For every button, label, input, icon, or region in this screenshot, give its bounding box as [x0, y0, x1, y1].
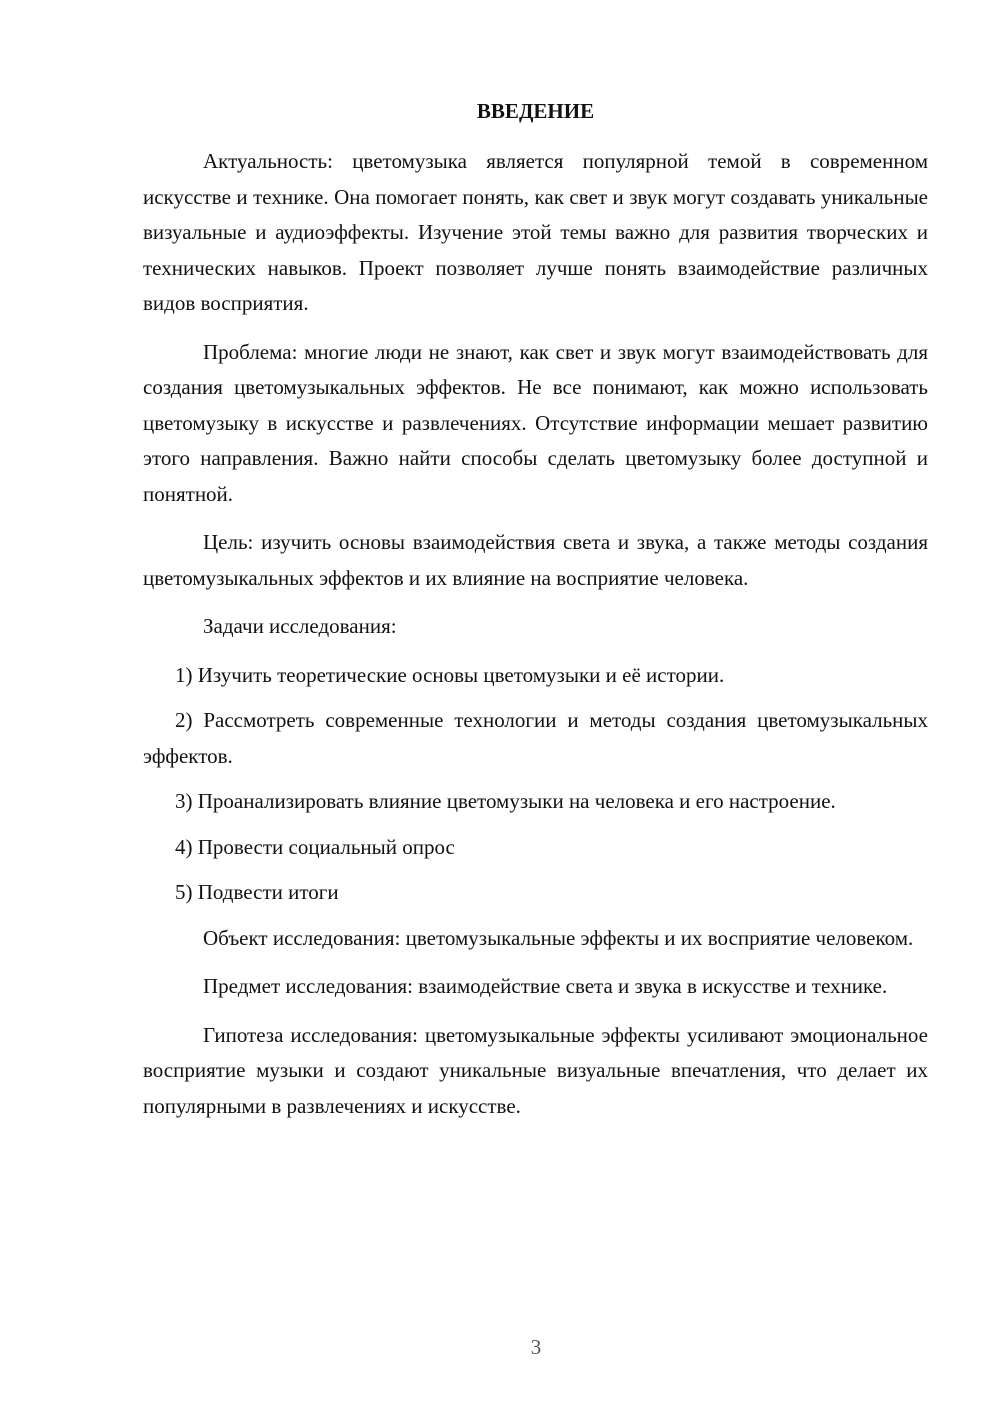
- page-number: 3: [530, 1335, 542, 1359]
- task-item-1: 1) Изучить теоретические основы цветомузыки и её истории.: [175, 662, 725, 687]
- goal-paragraph: Цель: изучить основы взаимодействия света и звука, а также методы создания цветомузыкальных эффектов и их влияние на восприятие человека.: [143, 530, 928, 590]
- problem-paragraph: Проблема: многие люди не знают, как свет и звук могут взаимодействовать для создания цветомузыкальных эффектов. Не все понимают, как можно использовать цветомузыку в искусстве и развлечениях. Отсутствие информации мешает развитию этого направления. Важно найти способы сделать цветомузыку более доступной и понятной.: [143, 339, 928, 506]
- object-paragraph: Объект исследования: цветомузыкальные эффекты и их восприятие человеком.: [203, 925, 914, 950]
- hypothesis-paragraph: Гипотеза исследования: цветомузыкальные эффекты усиливают эмоциональное восприятие музыки и создают уникальные визуальные впечатления, что делает их популярными в развлечениях и искусстве.: [143, 1022, 928, 1118]
- task-item-5: 5) Подвести итоги: [175, 880, 339, 904]
- document-body: [143, 144, 928, 1137]
- task-item-4: 4) Провести социальный опрос: [175, 834, 455, 859]
- task-item-3: 3) Проанализировать влияние цветомузыки на человека и его настроение.: [175, 789, 836, 813]
- subject-paragraph: Предмет исследования: взаимодействие света и звука в искусстве и технике.: [203, 974, 888, 998]
- page-title: ВВЕДЕНИЕ: [476, 99, 595, 123]
- tasks-heading: Задачи исследования:: [203, 614, 397, 638]
- task-item-2: 2) Рассмотреть современные технологии и методы создания цветомузыкальных эффектов.: [143, 708, 928, 768]
- relevance-paragraph: Актуальность: цветомузыка является популярной темой в современном искусстве и технике. Она помогает понять, как свет и звук могут создавать уникальные визуальные и аудиоэффекты. Изучение этой темы важно для развития творческих и технических навыков. Проект позволяет лучше понять взаимодействие различных видов восприятия.: [143, 149, 928, 315]
